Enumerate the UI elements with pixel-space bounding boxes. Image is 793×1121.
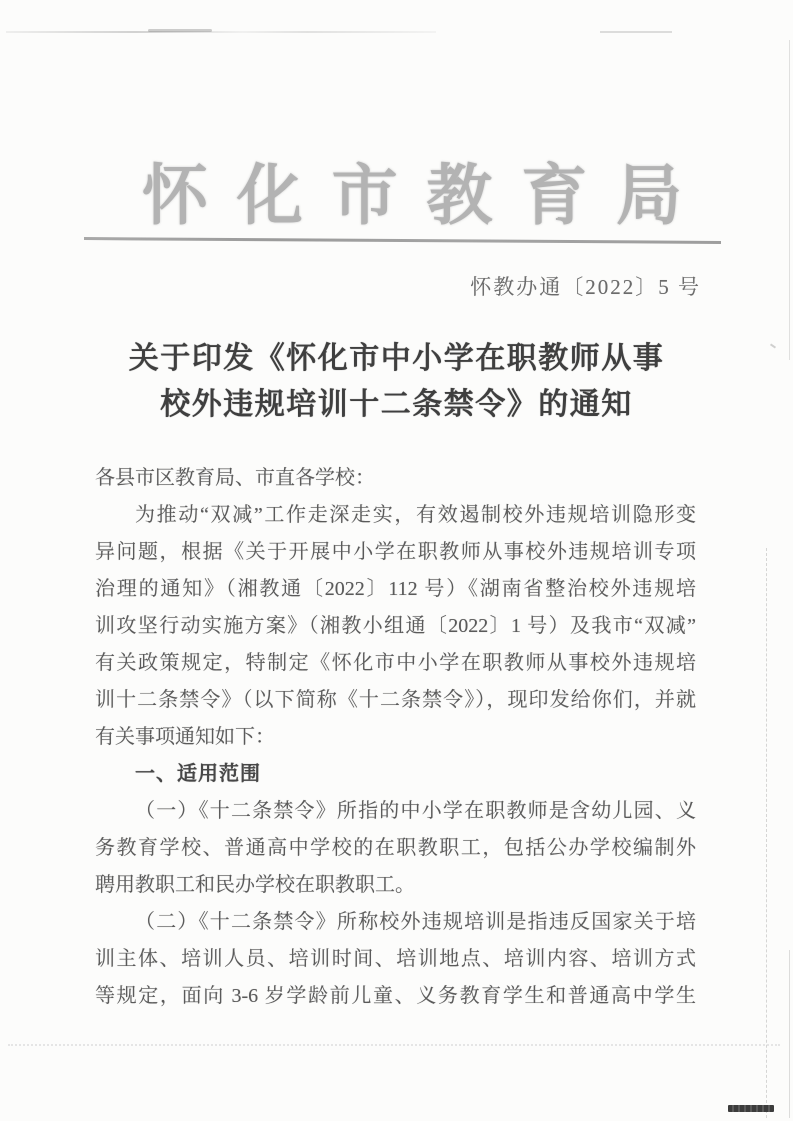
body-line: 等规定，面向 3-6 岁学龄前儿童、义务教育学生和普通高中学生 [95, 985, 696, 1007]
body-line: 训主体、培训人员、培训时间、培训地点、培训内容、培训方式 [95, 948, 696, 970]
body-line: 务教育学校、普通高中学校的在职教职工，包括公办学校编制外 [95, 837, 696, 859]
section-heading: 一、适用范围 [135, 763, 261, 785]
body-line: （二）《十二条禁令》所称校外违规培训是指违反国家关于培 [135, 911, 696, 933]
scan-smudge-artifact [600, 31, 672, 33]
scan-smudge-artifact [6, 31, 436, 33]
title-line-1: 关于印发《怀化市中小学在职教师从事 [128, 342, 665, 375]
agency-char: 教 [426, 160, 493, 233]
document-number: 怀教办通〔2022〕5 号 [470, 275, 701, 299]
agency-masthead [142, 156, 682, 242]
title-line-2: 校外违规培训十二条禁令》的通知 [160, 388, 633, 421]
agency-char: 市 [331, 160, 398, 233]
scan-black-mark-artifact [728, 1105, 774, 1112]
body-line: 治理的通知》（湘教通〔2022〕112 号）《湖南省整治校外违规培 [95, 578, 696, 600]
body-line: 聘用教职工和民办学校在职教职工。 [95, 874, 415, 896]
body-line: （一）《十二条禁令》所指的中小学在职教师是含幼儿园、义 [135, 800, 696, 822]
document-body [95, 460, 696, 1015]
agency-char: 化 [236, 160, 303, 233]
scan-edge-line-artifact [789, 950, 790, 1118]
agency-char: 局 [615, 160, 682, 233]
scan-vertical-line-artifact [766, 548, 767, 1118]
agency-char: 育 [521, 160, 588, 233]
body-line: 为推动“双减”工作走深走实，有效遏制校外违规培训隐形变 [135, 504, 696, 526]
scan-edge-line-artifact [789, 40, 790, 360]
body-line-salutation: 各县市区教育局、市直各学校： [95, 467, 375, 489]
body-line: 有关政策规定，特制定《怀化市中小学在职教师从事校外违规培 [95, 652, 696, 674]
scan-dotted-line-artifact [8, 1044, 780, 1046]
body-line: 异问题，根据《关于开展中小学在职教师从事校外违规培训专项 [95, 541, 696, 563]
scan-smudge-artifact [148, 29, 212, 32]
body-line: 训十二条禁令》（以下简称《十二条禁令》），现印发给你们，并就 [95, 689, 696, 711]
agency-char: 怀 [142, 160, 208, 233]
body-line: 训攻坚行动实施方案》（湘教小组通〔2022〕1 号）及我市“双减” [95, 615, 696, 637]
document-title [0, 336, 793, 428]
body-line: 有关事项通知如下： [95, 726, 275, 748]
